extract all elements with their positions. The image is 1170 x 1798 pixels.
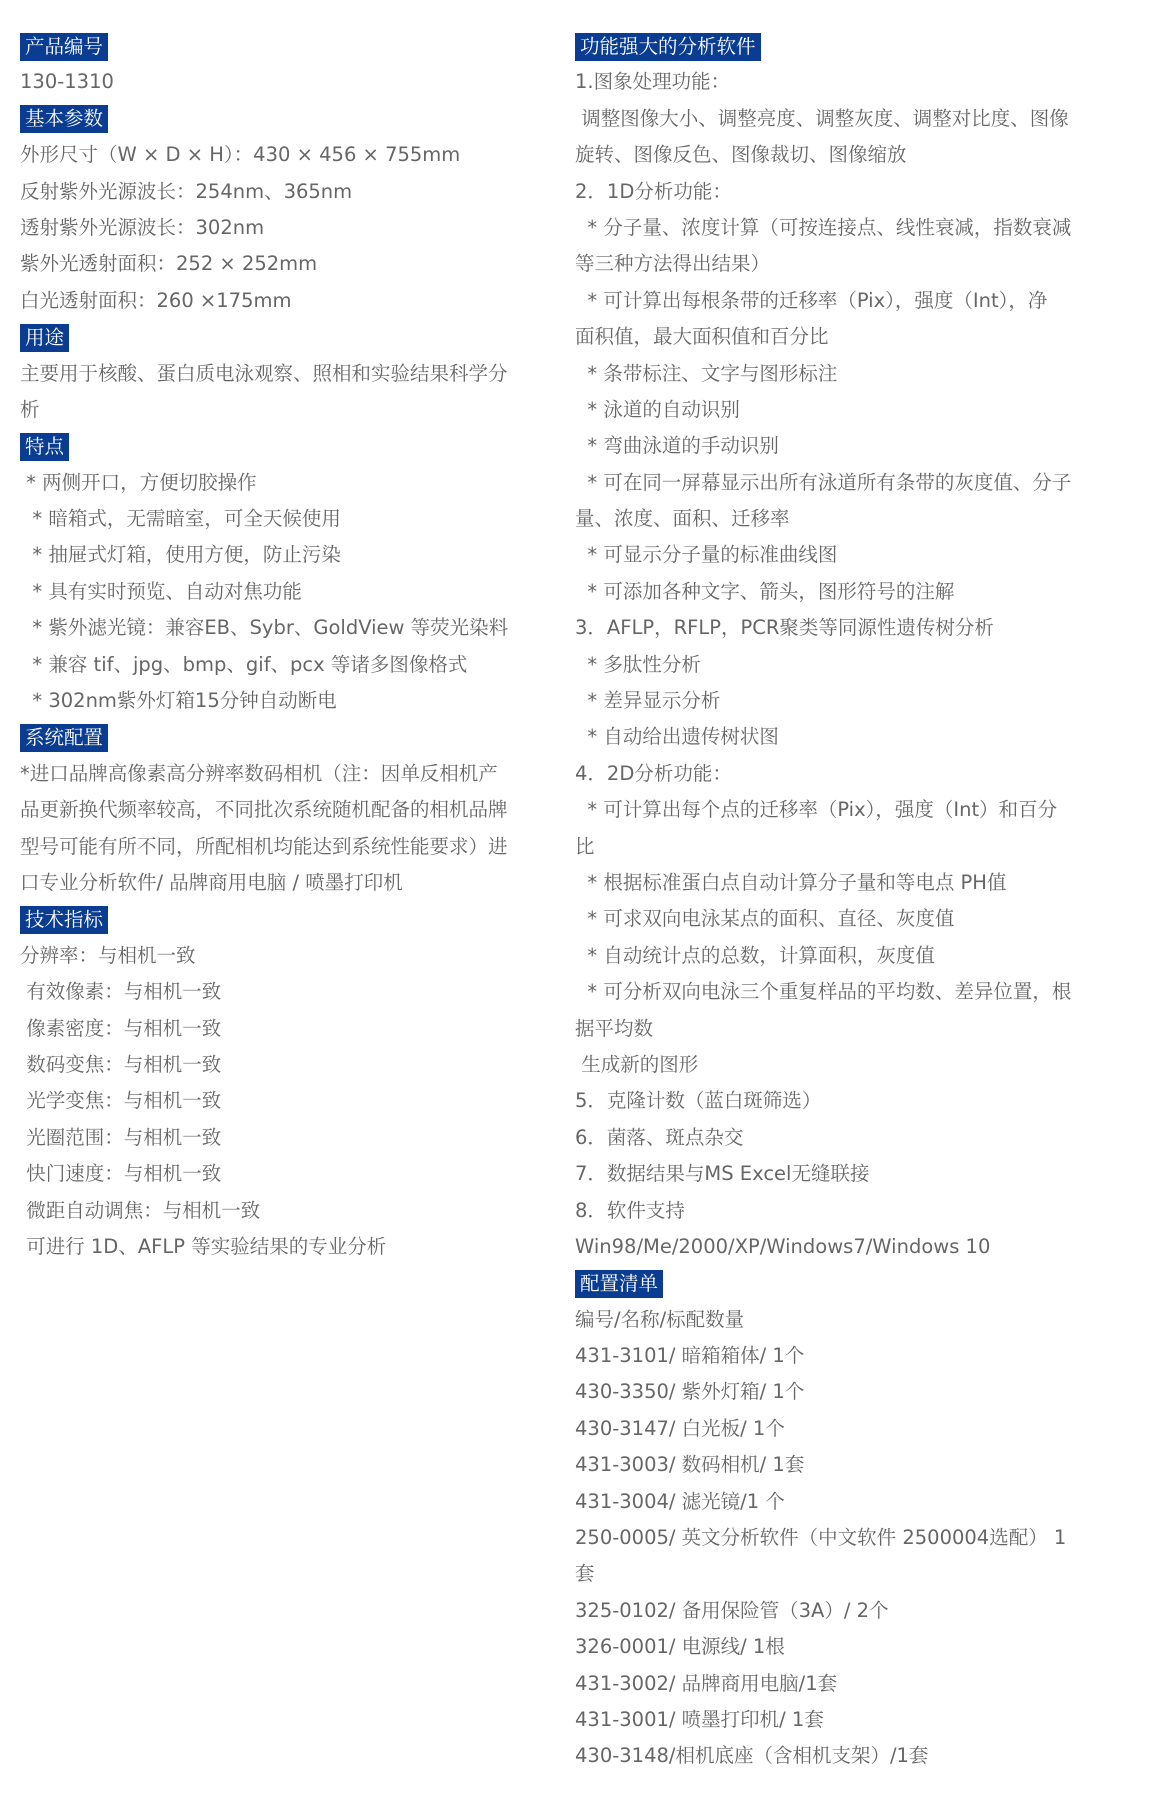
text-line: 431-3101/ 暗箱箱体/ 1个 bbox=[575, 1344, 805, 1368]
section-heading-row bbox=[20, 719, 540, 755]
text-line: 326-0001/ 电源线/ 1根 bbox=[575, 1635, 785, 1659]
section-heading: 基本参数 bbox=[20, 105, 108, 133]
text-line: * 弯曲泳道的手动识别 bbox=[575, 434, 779, 458]
text-line: * 抽屉式灯箱，使用方便，防止污染 bbox=[20, 543, 341, 567]
text-line: 生成新的图形 bbox=[575, 1052, 699, 1076]
text-line: 主要用于核酸、蛋白质电泳观察、照相和实验结果科学分 bbox=[20, 361, 508, 385]
section-heading-row bbox=[20, 28, 540, 64]
text-line: 431-3002/ 品牌商用电脑/1套 bbox=[575, 1671, 838, 1695]
text-line: * 自动统计点的总数，计算面积，灰度值 bbox=[575, 943, 935, 967]
section-heading: 特点 bbox=[20, 433, 69, 461]
text-line: 分辨率：与相机一致 bbox=[20, 943, 196, 967]
text-line: * 分子量、浓度计算（可按连接点、线性衰减，指数衰减 bbox=[575, 215, 1072, 239]
text-line: 325-0102/ 备用保险管（3A）/ 2个 bbox=[575, 1598, 889, 1622]
text-line: 431-3004/ 滤光镜/1 个 bbox=[575, 1489, 785, 1513]
section-heading: 技术指标 bbox=[20, 906, 108, 934]
text-line: 编号/名称/标配数量 bbox=[575, 1307, 745, 1331]
text-line: * 多肽性分析 bbox=[575, 652, 701, 676]
text-line: * 可计算出每个点的迁移率（Pix），强度（Int）和百分 bbox=[575, 798, 1058, 822]
text-line: 8．软件支持 bbox=[575, 1198, 685, 1222]
text-line: 量、浓度、面积、迁移率 bbox=[575, 507, 790, 531]
text-line: 可进行 1D、AFLP 等实验结果的专业分析 bbox=[20, 1234, 387, 1258]
text-line: 430-3147/ 白光板/ 1个 bbox=[575, 1416, 785, 1440]
text-line: 1.图象处理功能： bbox=[575, 70, 731, 94]
text-line: 紫外光透射面积：252 × 252mm bbox=[20, 252, 318, 276]
text-line: 调整图像大小、调整亮度、调整灰度、调整对比度、图像 bbox=[575, 106, 1069, 130]
text-line: * 可显示分子量的标准曲线图 bbox=[575, 543, 838, 567]
text-line: * 暗箱式，无需暗室，可全天候使用 bbox=[20, 507, 341, 531]
text-line: * 可计算出每根条带的迁移率（Pix），强度（Int），净 bbox=[575, 288, 1048, 312]
text-line: 4．2D分析功能： bbox=[575, 761, 732, 785]
text-line: * 302nm紫外灯箱15分钟自动断电 bbox=[20, 689, 337, 713]
text-line: 3．AFLP，RFLP，PCR聚类等同源性遗传树分析 bbox=[575, 616, 994, 640]
text-line: 431-3001/ 喷墨打印机/ 1套 bbox=[575, 1707, 824, 1731]
text-line: * 具有实时预览、自动对焦功能 bbox=[20, 579, 302, 603]
text-line: 7．数据结果与MS Excel无缝联接 bbox=[575, 1162, 870, 1186]
section-heading-row bbox=[20, 101, 540, 137]
text-line: 旋转、图像反色、图像裁切、图像缩放 bbox=[575, 143, 907, 167]
section-heading-row bbox=[20, 428, 540, 464]
text-line: 微距自动调焦：与相机一致 bbox=[20, 1198, 261, 1222]
text-line: * 差异显示分析 bbox=[575, 689, 721, 713]
text-line: 比 bbox=[575, 834, 595, 858]
text-line: 据平均数 bbox=[575, 1016, 654, 1040]
text-line: * 自动给出遗传树状图 bbox=[575, 725, 779, 749]
text-line: * 可在同一屏幕显示出所有泳道所有条带的灰度值、分子 bbox=[575, 470, 1072, 494]
text-line: Win98/Me/2000/XP/Windows7/Windows 10 bbox=[575, 1234, 991, 1258]
left-column bbox=[20, 28, 540, 1265]
text-line: 面积值，最大面积值和百分比 bbox=[575, 325, 829, 349]
text-line: * 泳道的自动识别 bbox=[575, 397, 740, 421]
text-line: * 紫外滤光镜：兼容EB、Sybr、GoldView 等荧光染料 bbox=[20, 616, 509, 640]
text-line: * 可分析双向电泳三个重复样品的平均数、差异位置，根 bbox=[575, 980, 1072, 1004]
text-line: 光学变焦：与相机一致 bbox=[20, 1089, 222, 1113]
section-heading-row bbox=[575, 28, 1095, 64]
text-line: 套 bbox=[575, 1562, 595, 1586]
section-heading-row bbox=[20, 319, 540, 355]
text-line: 像素密度：与相机一致 bbox=[20, 1016, 222, 1040]
text-line: * 两侧开口，方便切胶操作 bbox=[20, 470, 257, 494]
text-line: 白光透射面积：260 ×175mm bbox=[20, 288, 292, 312]
text-line: 有效像素：与相机一致 bbox=[20, 980, 222, 1004]
text-line: 430-3350/ 紫外灯箱/ 1个 bbox=[575, 1380, 805, 1404]
text-line: 析 bbox=[20, 397, 40, 421]
section-heading: 产品编号 bbox=[20, 33, 108, 61]
section-heading: 系统配置 bbox=[20, 724, 108, 752]
text-line: 6．菌落、斑点杂交 bbox=[575, 1125, 744, 1149]
text-line: 外形尺寸（W × D × H）：430 × 456 × 755mm bbox=[20, 143, 461, 167]
text-line: 型号可能有所不同，所配相机均能达到系统性能要求）进 bbox=[20, 834, 508, 858]
text-line: 等三种方法得出结果） bbox=[575, 252, 771, 276]
text-line: 2．1D分析功能： bbox=[575, 179, 732, 203]
text-line: 5．克隆计数（蓝白斑筛选） bbox=[575, 1089, 822, 1113]
section-heading: 功能强大的分析软件 bbox=[575, 33, 761, 61]
text-line: 430-3148/相机底座（含相机支架）/1套 bbox=[575, 1744, 929, 1768]
text-line: 品更新换代频率较高，不同批次系统随机配备的相机品牌 bbox=[20, 798, 508, 822]
text-line: * 条带标注、文字与图形标注 bbox=[575, 361, 838, 385]
section-heading: 用途 bbox=[20, 324, 69, 352]
text-line: 快门速度：与相机一致 bbox=[20, 1162, 222, 1186]
section-heading-row bbox=[575, 1265, 1095, 1301]
text-line: * 兼容 tif、jpg、bmp、gif、pcx 等诸多图像格式 bbox=[20, 652, 468, 676]
text-line: * 可求双向电泳某点的面积、直径、灰度值 bbox=[575, 907, 955, 931]
text-line: *进口品牌高像素高分辨率数码相机（注：因单反相机产 bbox=[20, 761, 498, 785]
text-line: 250-0005/ 英文分析软件（中文软件 2500004选配） 1 bbox=[575, 1526, 1067, 1550]
text-line: * 可添加各种文字、箭头，图形符号的注解 bbox=[575, 579, 955, 603]
text-line: 数码变焦：与相机一致 bbox=[20, 1052, 222, 1076]
text-line: 130-1310 bbox=[20, 70, 114, 94]
right-column bbox=[575, 28, 1095, 1775]
text-line: 反射紫外光源波长：254nm、365nm bbox=[20, 179, 353, 203]
text-line: * 根据标准蛋白点自动计算分子量和等电点 PH值 bbox=[575, 870, 1007, 894]
section-heading: 配置清单 bbox=[575, 1270, 663, 1298]
section-heading-row bbox=[20, 901, 540, 937]
text-line: 光圈范围：与相机一致 bbox=[20, 1125, 222, 1149]
text-line: 431-3003/ 数码相机/ 1套 bbox=[575, 1453, 805, 1477]
text-line: 透射紫外光源波长：302nm bbox=[20, 215, 265, 239]
text-line: 口专业分析软件/ 品牌商用电脑 / 喷墨打印机 bbox=[20, 870, 403, 894]
